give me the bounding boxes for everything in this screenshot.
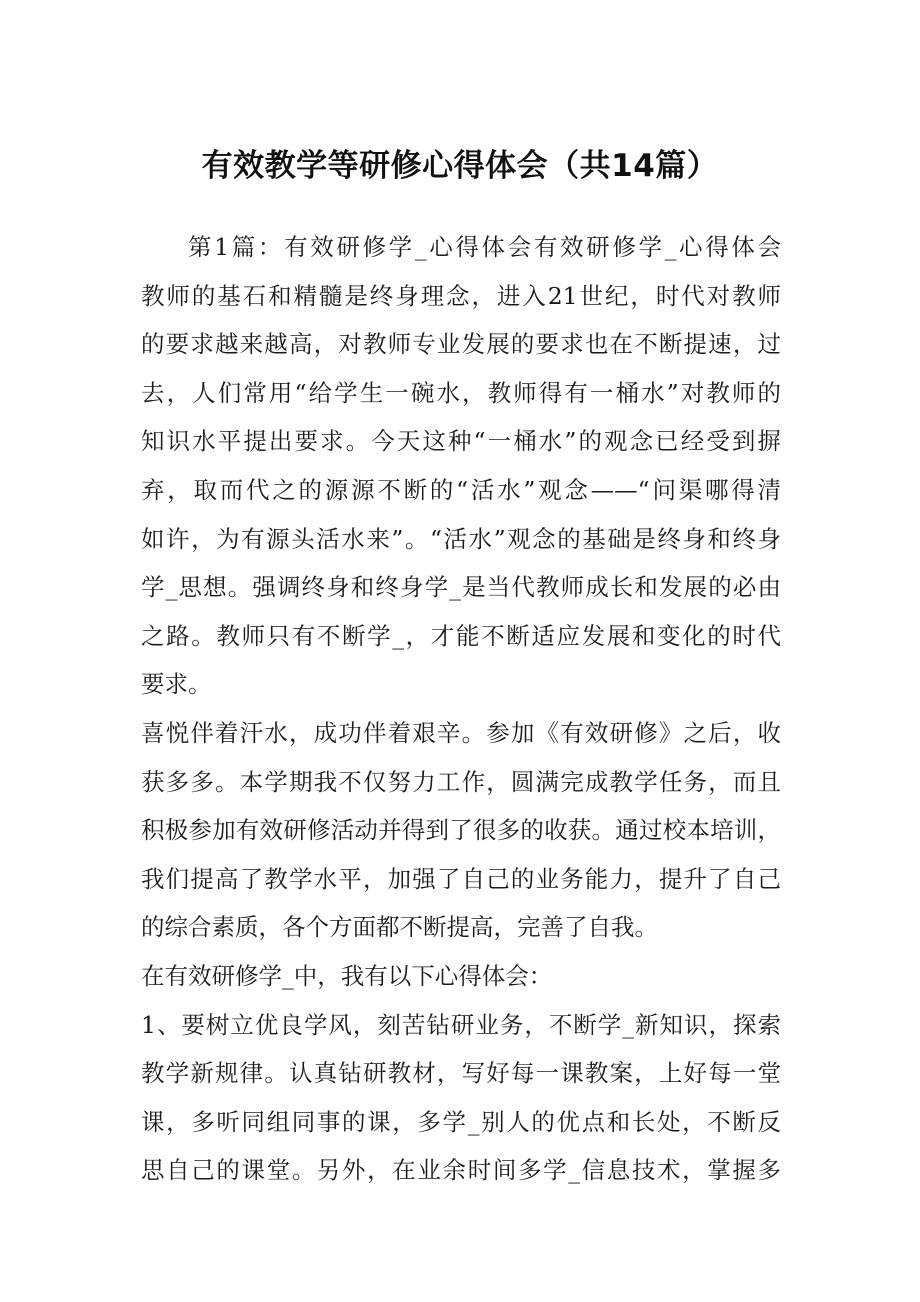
paragraph-line: 课，多听同组同事的课，多学_别人的优点和长处，不断反: [141, 1107, 781, 1136]
document-body: [141, 223, 781, 1195]
paragraph-line: 在有效研修学_中，我有以下心得体会：: [141, 961, 553, 990]
paragraph-line: 的要求越来越高，对教师专业发展的要求也在不断提速，过: [141, 330, 781, 359]
paragraph-line: 1、要树立优良学风，刻苦钻研业务，不断学_新知识，探索: [141, 1010, 781, 1039]
paragraph-line: 知识水平提出要求。今天这种“一桶水”的观念已经受到摒: [141, 427, 781, 456]
paragraph-line: 如许，为有源头活水来”。“活水”观念的基础是终身和终身: [141, 524, 781, 553]
paragraph-line: 去，人们常用“给学生一碗水，教师得有一桶水”对教师的: [141, 378, 781, 407]
paragraph-line: 思自己的课堂。另外，在业余时间多学_信息技术，掌握多: [141, 1156, 781, 1185]
document-title: 有效教学等研修心得体会（共14篇）: [201, 148, 719, 184]
paragraph-line: 第1篇：有效研修学_心得体会有效研修学_心得体会: [188, 233, 781, 261]
paragraph-line: 学_思想。强调终身和终身学_是当代教师成长和发展的必由: [141, 573, 781, 602]
paragraph-line: 积极参加有效研修活动并得到了很多的收获。通过校本培训，: [141, 816, 781, 845]
paragraph-line: 要求。: [141, 670, 212, 699]
paragraph-line: 的综合素质，各个方面都不断提高，完善了自我。: [141, 913, 658, 942]
paragraph-line: 之路。教师只有不断学_，才能不断适应发展和变化的时代: [141, 621, 781, 650]
paragraph-line: 弃，取而代之的源源不断的“活水”观念——“问渠哪得清: [141, 475, 781, 504]
paragraph-line: 我们提高了教学水平，加强了自己的业务能力，提升了自己: [141, 864, 781, 893]
paragraph-line: 喜悦伴着汗水，成功伴着艰辛。参加《有效研修》之后，收: [141, 718, 781, 747]
paragraph-line: 教学新规律。认真钻研教材，写好每一课教案，上好每一堂: [141, 1059, 781, 1088]
paragraph-line: 获多多。本学期我不仅努力工作，圆满完成教学任务，而且: [141, 767, 781, 796]
paragraph-line: 教师的基石和精髓是终身理念，进入21世纪，时代对教师: [141, 281, 781, 310]
